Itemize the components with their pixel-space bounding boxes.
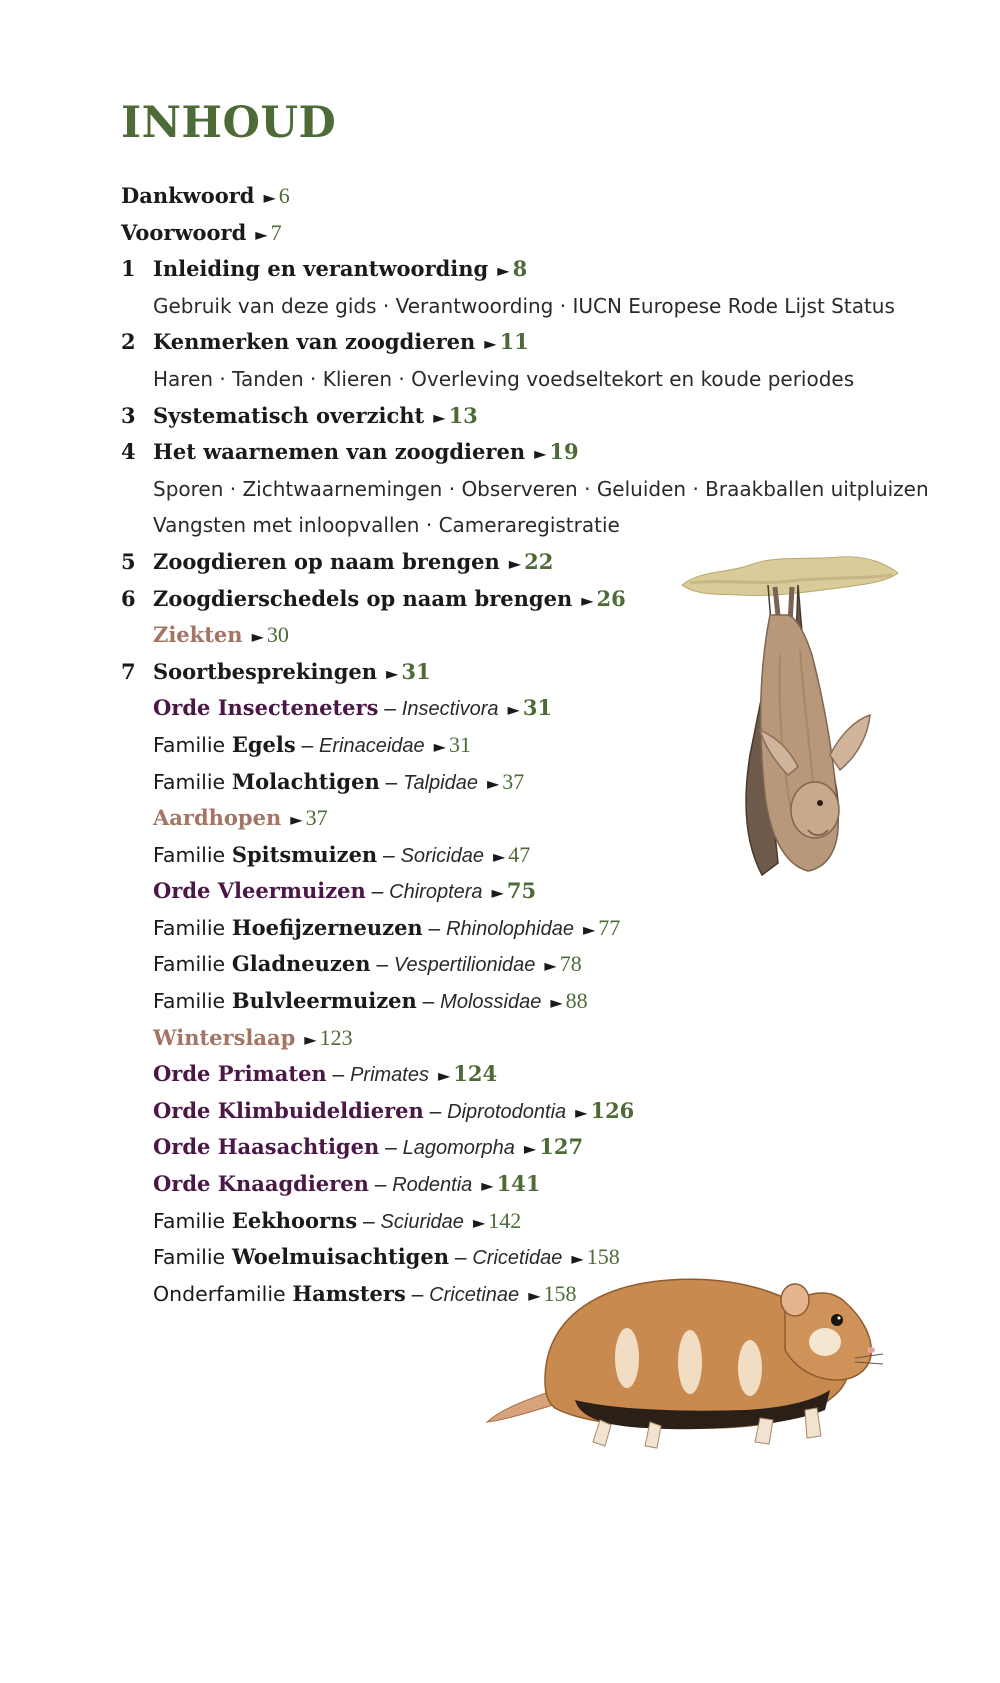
subtopic: Observeren — [461, 476, 578, 501]
dash: – — [405, 1282, 430, 1306]
page-number: 78 — [559, 951, 582, 977]
arrow-icon: ► — [491, 883, 504, 903]
latin-name: Sciuridae — [380, 1210, 464, 1233]
chapter-number: 1 — [121, 256, 136, 282]
page-number: 13 — [448, 402, 478, 428]
family-title: Hoefijzerneuzen — [231, 914, 423, 940]
subtopic: Tanden — [232, 366, 304, 391]
separator-dot: · — [553, 293, 573, 318]
separator-dot: · — [376, 293, 396, 318]
family-title: Spitsmuizen — [231, 841, 378, 867]
dash: – — [357, 1209, 381, 1233]
entry-label: Voorwoord — [121, 219, 247, 245]
family-title: Gladneuzen — [231, 951, 371, 977]
page-title: INHOUD — [121, 98, 337, 148]
chapter-number: 4 — [121, 439, 136, 465]
arrow-icon: ► — [582, 919, 596, 939]
page-number: 19 — [549, 439, 579, 465]
arrow-icon: ► — [575, 1102, 588, 1122]
family-prefix: Familie — [153, 989, 226, 1014]
dash: – — [449, 1246, 473, 1270]
latin-name: Soricidae — [400, 844, 484, 867]
page-number: 123 — [319, 1024, 353, 1050]
family-title: Egels — [231, 731, 296, 757]
chapter-number: 7 — [121, 658, 136, 684]
family-prefix: Familie — [153, 952, 226, 977]
chapter-title: Systematisch overzicht — [153, 402, 425, 428]
arrow-icon: ► — [523, 1139, 537, 1159]
arrow-icon: ► — [290, 810, 303, 830]
page-number: 142 — [488, 1207, 522, 1233]
arrow-icon: ► — [550, 993, 563, 1013]
family-prefix: Familie — [153, 769, 226, 794]
latin-name: Lagomorpha — [402, 1137, 515, 1160]
box-title: Winterslaap — [153, 1024, 296, 1050]
arrow-icon: ► — [386, 663, 399, 683]
page-number: 31 — [401, 658, 431, 684]
subtopic: Zichtwaarnemingen — [242, 476, 443, 501]
toc-entry-dankwoord[interactable] — [121, 178, 881, 215]
page-number: 30 — [266, 622, 289, 648]
arrow-icon: ► — [528, 1285, 541, 1305]
latin-name: Molossidae — [440, 991, 542, 1014]
page-number: 22 — [524, 548, 554, 574]
page-number: 77 — [598, 914, 621, 940]
toc-chapter-2[interactable] — [121, 324, 881, 361]
page-number: 8 — [512, 256, 528, 282]
dash: – — [370, 953, 394, 977]
dash: – — [378, 697, 402, 721]
order-title: Orde Primaten — [153, 1061, 327, 1087]
hamster-illustration — [485, 1250, 885, 1455]
chapter-title: Kenmerken van zoogdieren — [153, 329, 476, 355]
page-number: 158 — [586, 1244, 620, 1270]
separator-dot: · — [213, 366, 233, 391]
chapter-2-subtopics — [121, 361, 881, 398]
chapter-title: Soortbesprekingen — [153, 658, 378, 684]
order-title: Orde Haasachtigen — [153, 1134, 380, 1160]
family-title: Hamsters — [292, 1280, 406, 1306]
subtopic: Cameraregistratie — [438, 513, 620, 538]
arrow-icon: ► — [492, 846, 506, 866]
arrow-icon: ► — [304, 1029, 317, 1049]
subtopic: Gebruik van deze gids — [153, 293, 377, 318]
chapter-4-subtopics-continued — [121, 507, 881, 544]
separator-dot: · — [686, 476, 706, 501]
horseshoe-bat-illustration — [680, 545, 900, 905]
dash: – — [416, 990, 441, 1014]
latin-name: Cricetinae — [429, 1283, 520, 1306]
latin-name: Rhinolophidae — [446, 917, 574, 940]
family-prefix: Familie — [153, 1245, 226, 1270]
page-number: 127 — [539, 1134, 584, 1160]
arrow-icon: ► — [433, 407, 446, 427]
family-prefix: Familie — [153, 1208, 226, 1233]
toc-chapter-4[interactable] — [121, 434, 881, 471]
subtopic: Overleving voedseltekort en koude periodes — [411, 366, 855, 391]
arrow-icon: ► — [255, 224, 268, 244]
dash: – — [326, 1063, 351, 1087]
toc-order-knaagdieren[interactable] — [121, 1166, 881, 1203]
page-number: 88 — [565, 988, 588, 1014]
order-title: Orde Insecteneters — [153, 695, 379, 721]
dash: – — [379, 1136, 403, 1160]
latin-name: Cricetidae — [472, 1247, 563, 1270]
latin-name: Diprotodontia — [447, 1100, 567, 1123]
arrow-icon: ► — [486, 773, 500, 793]
dash: – — [295, 733, 320, 757]
latin-name: Rodentia — [392, 1174, 473, 1197]
arrow-icon: ► — [508, 553, 522, 573]
toc-chapter-3[interactable] — [121, 398, 881, 435]
page-number: 6 — [278, 183, 290, 208]
family-title: Eekhoorns — [231, 1207, 358, 1233]
family-prefix: Familie — [153, 732, 226, 757]
chapter-title: Zoogdieren op naam brengen — [153, 548, 500, 574]
family-prefix: Familie — [153, 915, 226, 940]
subtopic: Vangsten met inloopvallen — [153, 513, 420, 538]
page-number: 31 — [448, 731, 471, 757]
box-title: Ziekten — [153, 622, 243, 648]
order-title: Orde Klimbuideldieren — [153, 1097, 424, 1123]
latin-name: Chiroptera — [389, 881, 483, 904]
arrow-icon: ► — [544, 956, 557, 976]
order-title: Orde Knaagdieren — [153, 1171, 369, 1197]
family-title: Bulvleermuizen — [231, 988, 417, 1014]
dash: – — [365, 880, 390, 904]
toc-order-haasachtigen[interactable] — [121, 1129, 881, 1166]
family-title: Woelmuisachtigen — [231, 1244, 449, 1270]
toc-family-bulvleermuizen[interactable] — [121, 983, 881, 1020]
arrow-icon: ► — [472, 1212, 486, 1232]
separator-dot: · — [442, 476, 462, 501]
latin-name: Insectivora — [401, 698, 499, 721]
separator-dot: · — [223, 476, 243, 501]
toc-box-winterslaap[interactable] — [121, 1020, 881, 1057]
toc-order-klimbuideldieren[interactable] — [121, 1093, 881, 1130]
page-number: 37 — [305, 805, 328, 831]
page-number: 47 — [508, 841, 531, 867]
arrow-icon: ► — [581, 590, 594, 610]
latin-name: Erinaceidae — [319, 734, 425, 757]
chapter-title: Het waarnemen van zoogdieren — [153, 439, 526, 465]
arrow-icon: ► — [507, 700, 520, 720]
toc-family-hoefijzerneuzen[interactable] — [121, 910, 881, 947]
separator-dot: · — [577, 476, 597, 501]
chapter-4-subtopics — [121, 471, 929, 508]
separator-dot: · — [419, 513, 439, 538]
dash: – — [368, 1173, 393, 1197]
page-number: 141 — [496, 1171, 541, 1197]
entry-label: Dankwoord — [121, 183, 255, 208]
subtopic: Klieren — [322, 366, 393, 391]
subtopic: Sporen — [153, 476, 224, 501]
page-number: 26 — [596, 585, 626, 611]
page-number: 37 — [502, 768, 525, 794]
family-title: Molachtigen — [231, 768, 380, 794]
order-title: Orde Vleermuizen — [153, 878, 366, 904]
chapter-number: 3 — [121, 402, 136, 428]
page-number: 11 — [499, 329, 529, 355]
chapter-number: 2 — [121, 329, 136, 355]
box-title: Aardhopen — [153, 805, 282, 831]
family-prefix: Onderfamilie — [153, 1281, 286, 1306]
arrow-icon: ► — [263, 188, 276, 207]
chapter-title: Inleiding en verantwoording — [153, 256, 489, 282]
page-number: 124 — [453, 1061, 498, 1087]
page-number: 126 — [590, 1097, 635, 1123]
toc-entry-voorwoord[interactable] — [121, 215, 881, 252]
family-prefix: Familie — [153, 842, 226, 867]
chapter-number: 6 — [121, 585, 136, 611]
dash: – — [377, 843, 401, 867]
subtopic: Verantwoording — [395, 293, 554, 318]
arrow-icon: ► — [251, 627, 264, 647]
subtopic: IUCN Europese Rode Lijst Status — [572, 293, 895, 318]
arrow-icon: ► — [497, 261, 510, 281]
arrow-icon: ► — [437, 1066, 451, 1086]
dash: – — [379, 770, 404, 794]
chapter-1-subtopics — [121, 288, 895, 325]
page-number: 75 — [506, 878, 537, 904]
latin-name: Talpidae — [403, 771, 478, 794]
latin-name: Vespertilionidae — [393, 954, 536, 977]
separator-dot: · — [303, 366, 323, 391]
chapter-number: 5 — [121, 548, 136, 574]
dash: – — [422, 916, 447, 940]
toc-chapter-1[interactable] — [121, 251, 881, 288]
subtopic: Geluiden — [596, 476, 687, 501]
subtopic: Haren — [153, 366, 214, 391]
separator-dot: · — [392, 366, 412, 391]
arrow-icon: ► — [571, 1249, 584, 1269]
subtopic: Braakballen uitpluizen — [705, 476, 929, 501]
arrow-icon: ► — [433, 736, 446, 756]
arrow-icon: ► — [484, 334, 497, 354]
dash: – — [423, 1099, 448, 1123]
arrow-icon: ► — [481, 1176, 494, 1196]
page-number: 158 — [543, 1280, 577, 1306]
latin-name: Primates — [350, 1064, 429, 1087]
page-number: 31 — [522, 695, 553, 721]
toc-order-primaten[interactable] — [121, 1056, 881, 1093]
page-number: 7 — [270, 219, 282, 245]
arrow-icon: ► — [534, 444, 547, 464]
toc-family-gladneuzen[interactable] — [121, 946, 881, 983]
chapter-title: Zoogdierschedels op naam brengen — [153, 585, 573, 611]
toc-family-eekhoorns[interactable] — [121, 1203, 881, 1240]
